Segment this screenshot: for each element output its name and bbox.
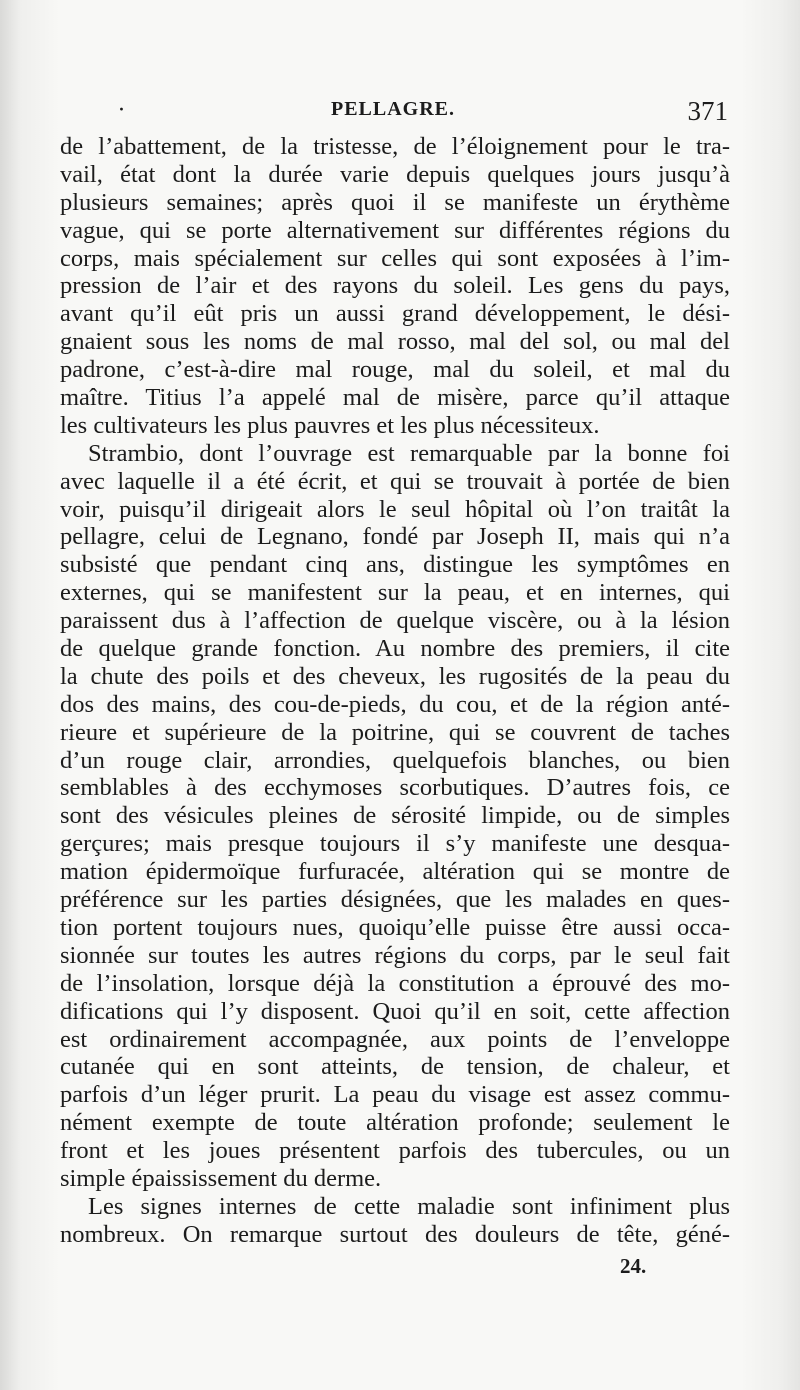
text-line: pellagre, celui de Legnano, fondé par Joseph II, mais qui n’a (60, 523, 730, 551)
text-line: de quelque grande fonction. Au nombre des premiers, il cite (60, 635, 730, 663)
text-line: est ordinairement accompagnée, aux points de l’enveloppe (60, 1025, 730, 1053)
text-line: préférence sur les parties désignées, que les malades en ques- (60, 886, 730, 914)
text-line: sionnée sur toutes les autres régions du corps, par le seul fait (60, 941, 730, 969)
body-text (60, 133, 730, 1249)
text-line: nément exempte de toute altération profonde; seulement le (60, 1109, 730, 1137)
header-mark: · (118, 98, 125, 123)
text-line: semblables à des ecchymoses scorbutiques. D’autres fois, ce (60, 774, 730, 802)
running-title: PELLAGRE. (330, 98, 456, 120)
text-line: rieure et supérieure de la poitrine, qui se couvrent de taches (60, 718, 730, 746)
text-line: difications qui l’y disposent. Quoi qu’il en soit, cette affection (60, 997, 730, 1025)
text-line: vail, état dont la durée varie depuis quelques jours jusqu’à (60, 160, 730, 188)
text-line: mation épidermoïque furfuracée, altération qui se montre de (60, 858, 730, 886)
text-line: parfois d’un léger prurit. La peau du visage est assez commu- (60, 1081, 730, 1109)
text-line: padrone, c’est-à-dire mal rouge, mal du soleil, et mal du (60, 356, 730, 384)
text-line: vague, qui se porte alternativement sur différentes régions du (60, 216, 730, 244)
text-line: Les signes internes de cette maladie sont infiniment plus (88, 1192, 730, 1220)
text-line: subsisté que pendant cinq ans, distingue les symptômes en (60, 551, 730, 579)
text-line: front et les joues présentent parfois des tubercules, ou un (60, 1137, 730, 1165)
text-line: de l’abattement, de la tristesse, de l’éloignement pour le tra- (60, 133, 730, 160)
text-line: avant qu’il eût pris un aussi grand développement, le dési- (60, 300, 730, 328)
text-line: sont des vésicules pleines de sérosité limpide, ou de simples (60, 802, 730, 830)
text-line: la chute des poils et des cheveux, les rugosités de la peau du (60, 662, 730, 690)
text-line: plusieurs semaines; après quoi il se manifeste un érythème (60, 188, 730, 216)
text-line: avec laquelle il a été écrit, et qui se trouvait à portée de bien (60, 467, 730, 495)
signature-mark: 24. (620, 1254, 647, 1278)
text-line: externes, qui se manifestent sur la peau, et en internes, qui (60, 579, 730, 607)
text-line: Strambio, dont l’ouvrage est remarquable par la bonne foi (88, 439, 730, 467)
text-line: pression de l’air et des rayons du soleil. Les gens du pays, (60, 272, 730, 300)
text-line: cutanée qui en sont atteints, de tension, de chaleur, et (60, 1053, 730, 1081)
text-line: gerçures; mais presque toujours il s’y manifeste une desqua- (60, 830, 730, 858)
text-line: d’un rouge clair, arrondies, quelquefois blanches, ou bien (60, 746, 730, 774)
text-line: dos des mains, des cou-de-pieds, du cou, et de la région anté- (60, 690, 730, 718)
text-line: maître. Titius l’a appelé mal de misère, parce qu’il attaque (60, 384, 730, 412)
text-line: paraissent dus à l’affection de quelque viscère, ou à la lésion (60, 607, 730, 635)
text-line: tion portent toujours nues, quoiqu’elle puisse être aussi occa- (60, 913, 730, 941)
text-line: gnaient sous les noms de mal rosso, mal del sol, ou mal del (60, 328, 730, 356)
running-header (58, 96, 728, 130)
page-number: 371 (687, 96, 728, 126)
text-line: les cultivateurs les plus pauvres et les plus nécessiteux. (60, 411, 600, 439)
text-line: simple épaississement du derme. (60, 1164, 382, 1192)
text-line: corps, mais spécialement sur celles qui sont exposées à l’im- (60, 244, 730, 272)
text-line: de l’insolation, lorsque déjà la constitution a éprouvé des mo- (60, 969, 730, 997)
text-line: voir, puisqu’il dirigeait alors le seul hôpital où l’on traitât la (60, 495, 730, 523)
text-line: nombreux. On remarque surtout des douleurs de tête, géné- (60, 1220, 730, 1248)
